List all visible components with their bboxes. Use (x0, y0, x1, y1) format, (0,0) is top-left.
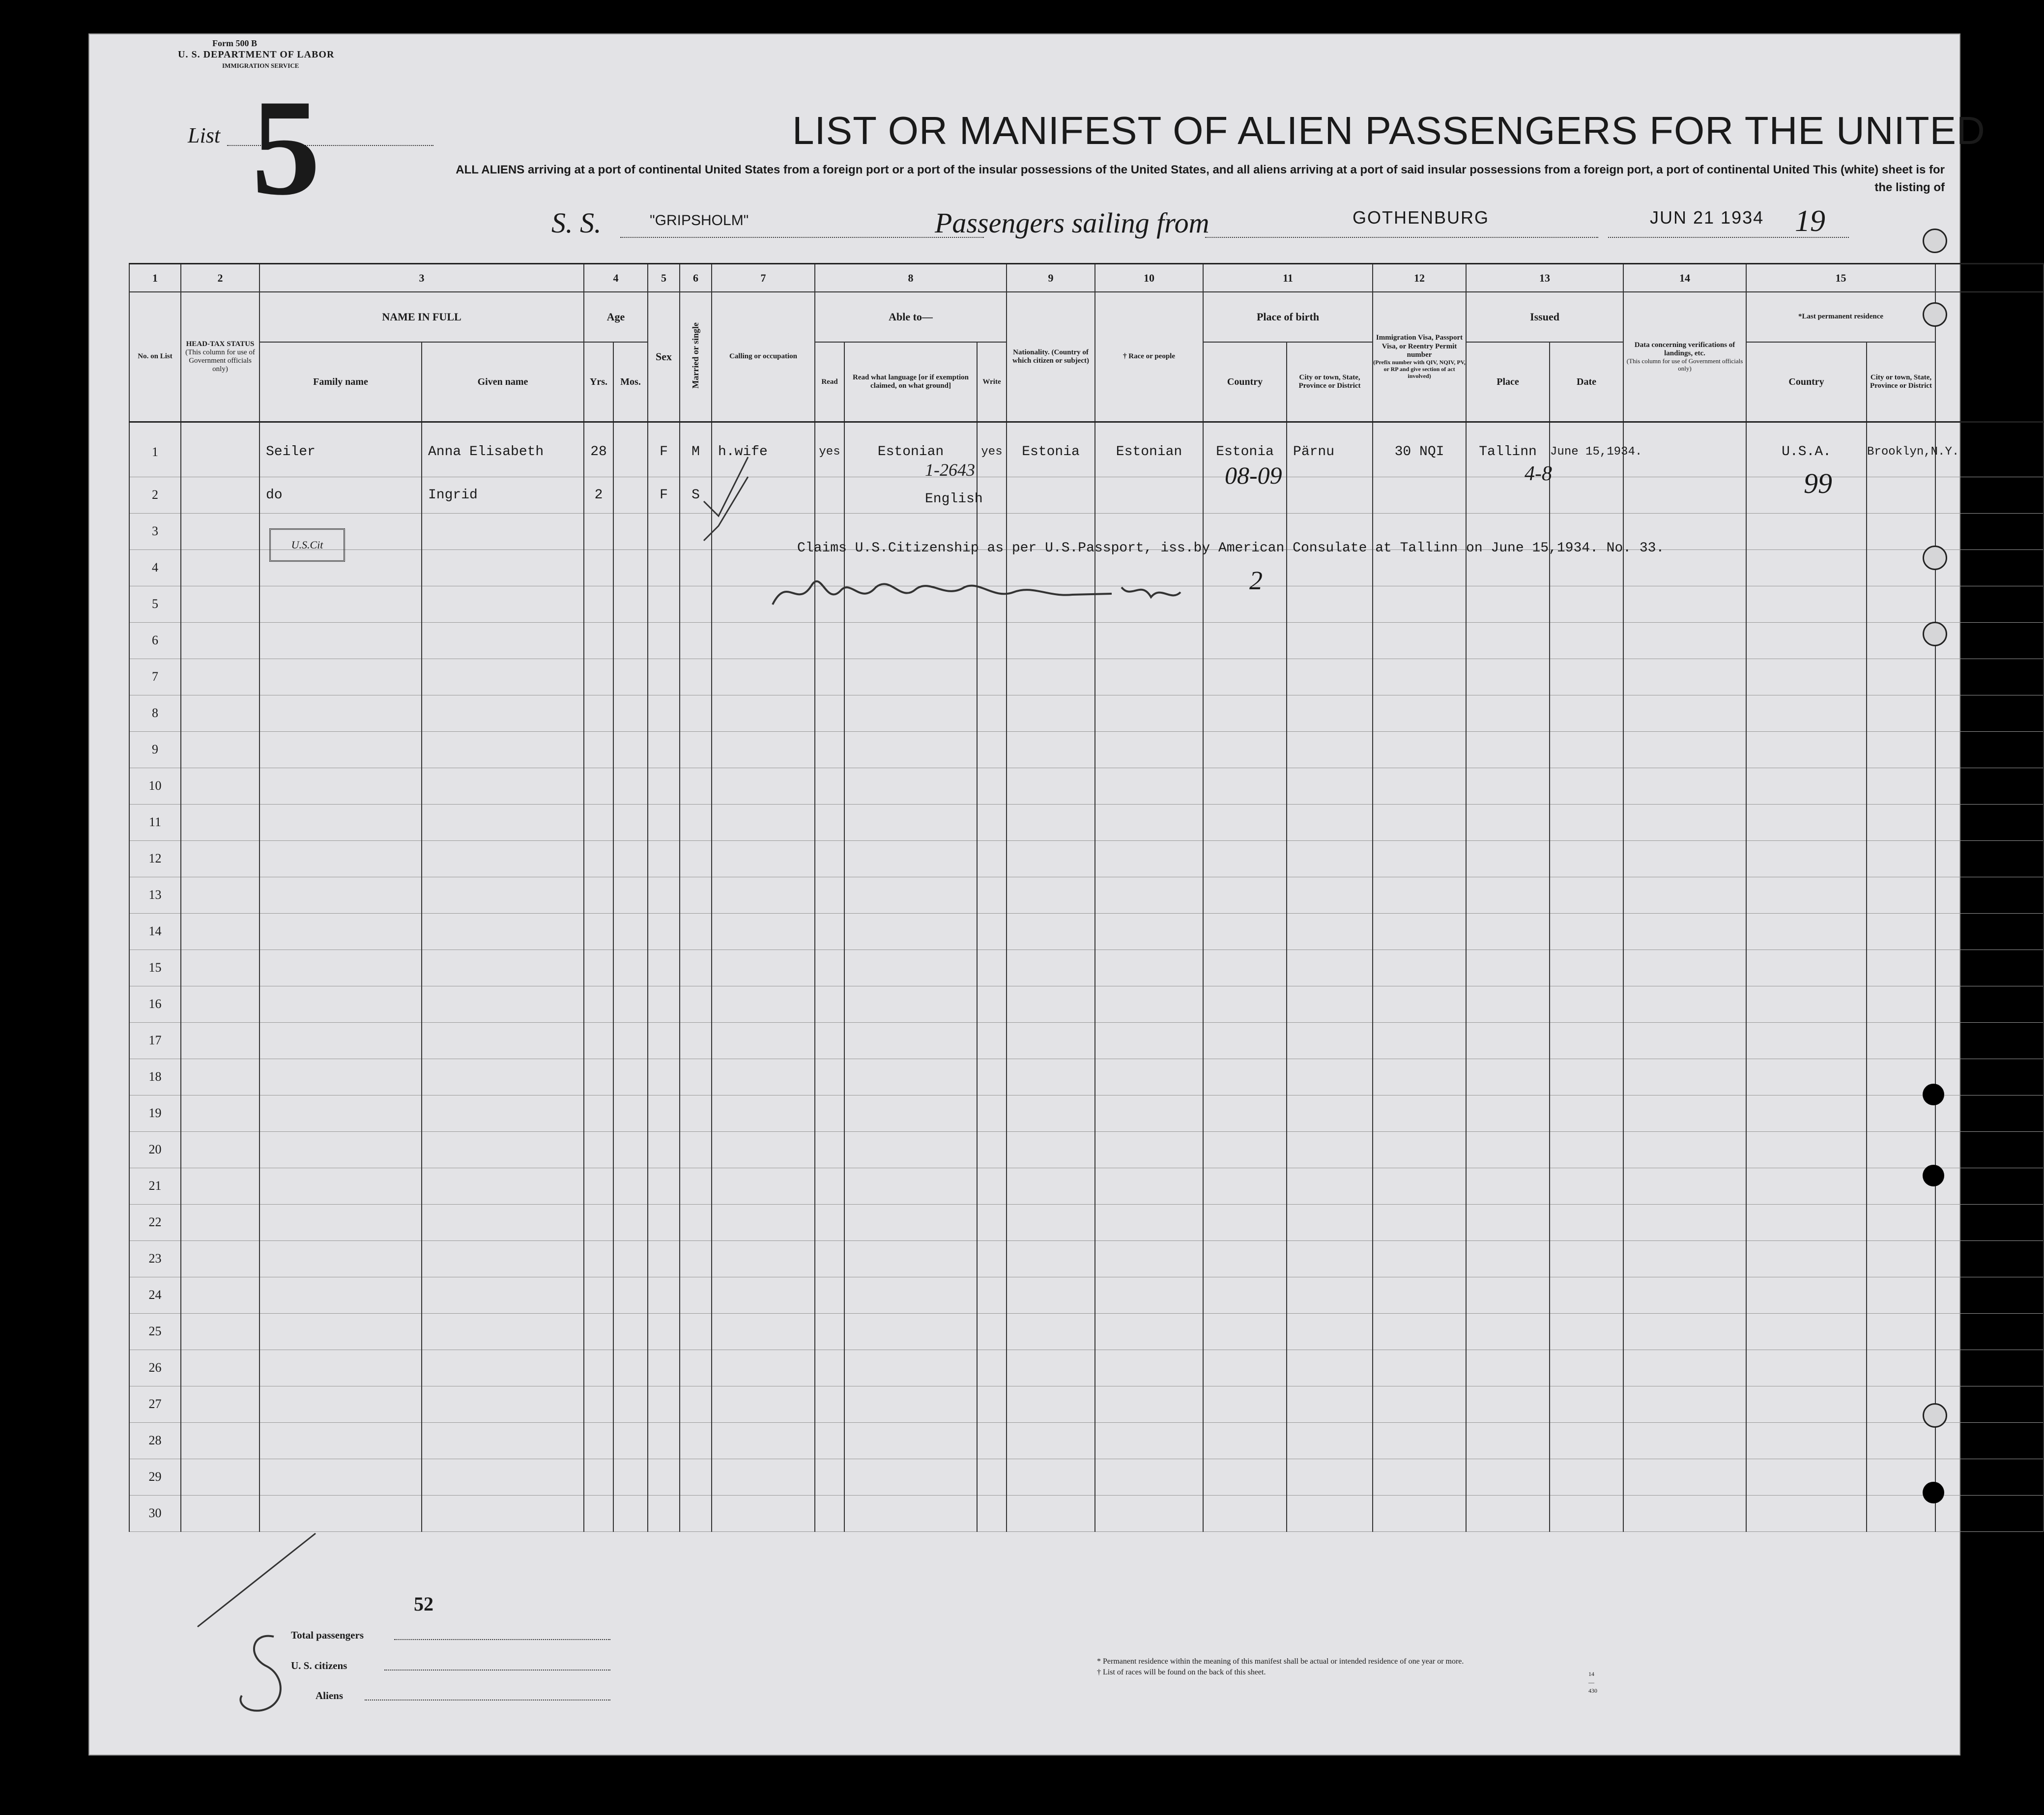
table-row (129, 731, 2044, 768)
birth-country-cell: Estonia (1203, 428, 1287, 477)
row-number: 13 (129, 877, 181, 913)
list-number: 5 (252, 71, 320, 224)
hdr-write: Write (977, 342, 1007, 422)
given-name-cell: Ingrid (422, 477, 584, 513)
row-number: 14 (129, 913, 181, 950)
hdr-visa-note: (Prefix number with QIV, NQIV, PV, or RP and give section of act involved) (1373, 359, 1466, 379)
language-annotation: 1-2643 (925, 460, 975, 480)
table-row (129, 877, 2044, 913)
family-name-cell: do (259, 477, 422, 513)
head-tax-stamp: U.S.Cit (269, 528, 345, 562)
table-row (129, 913, 2044, 950)
row-number: 27 (129, 1386, 181, 1422)
table-row (129, 1350, 2044, 1386)
issued-place-cell: Tallinn (1466, 428, 1550, 477)
port-line (1205, 237, 1598, 238)
hdr-married-text: Married or single (691, 322, 700, 389)
yrs-cell: 28 (584, 428, 613, 477)
table-row (129, 1495, 2044, 1531)
head-tax-cell (181, 477, 259, 513)
citizenship-remark: Claims U.S.Citizenship as per U.S.Passport, iss.by American Consulate at Tallinn on June 15,1934. No. 33. (797, 541, 1665, 556)
row-number: 23 (129, 1240, 181, 1277)
hdr-head-tax-note: (This column for use of Government officials only) (185, 348, 255, 374)
hdr-able-to: Able to— (815, 292, 1007, 342)
issued-date-cell: June 15,1934. (1550, 428, 1623, 477)
birth-annotation: 08-09 (1225, 461, 1282, 489)
col-num-15: 15 (1746, 264, 1935, 292)
table-row (129, 428, 2044, 477)
row-number: 18 (129, 1059, 181, 1095)
table-row (129, 1022, 2044, 1059)
sex-cell: F (648, 477, 680, 513)
table-row (129, 1204, 2044, 1240)
married-cell: M (680, 428, 712, 477)
form-reference: 14—430 (1588, 1671, 1597, 1694)
table-row (129, 1422, 2044, 1459)
punch-hole (1923, 1084, 1944, 1105)
col-num-6: 6 (680, 264, 712, 292)
handwritten-signature (768, 565, 1210, 624)
hdr-read-lang: Read what language [or if exemption claimed, on what ground] (844, 342, 977, 422)
sex-cell: F (648, 428, 680, 477)
read-lang-cell: Estonian (844, 428, 977, 477)
table-row (129, 840, 2044, 877)
table-row (129, 1459, 2044, 1495)
hdr-sex: Sex (648, 292, 680, 422)
col-margin (1935, 264, 2044, 292)
col-num-10: 10 (1095, 264, 1203, 292)
hdr-read: Read (815, 342, 844, 422)
col-num-9: 9 (1007, 264, 1095, 292)
hdr-age: Age (584, 292, 648, 342)
table-row (129, 659, 2044, 695)
calling-cell: h.wife (712, 428, 815, 477)
row-number: 22 (129, 1204, 181, 1240)
table-row (129, 1240, 2044, 1277)
hdr-res-city: City or town, State, Province or District (1867, 342, 1935, 422)
col-num-8: 8 (815, 264, 1007, 292)
table-row (129, 1386, 2044, 1422)
total-passengers-label: Total passengers (291, 1629, 364, 1641)
res-country-cell: U.S.A. (1746, 428, 1867, 477)
given-name-cell: Anna Elisabeth (422, 428, 584, 477)
department: U. S. DEPARTMENT OF LABOR (178, 49, 335, 60)
language-english: English (925, 491, 983, 507)
port-of-departure: GOTHENBURG (1353, 207, 1490, 228)
row-number: 28 (129, 1422, 181, 1459)
col-num-13: 13 (1466, 264, 1623, 292)
visa-annotation: 4-8 (1525, 462, 1552, 485)
punch-hole (1923, 1403, 1947, 1428)
hdr-last-res: *Last permanent residence (1746, 292, 1935, 342)
punch-hole (1923, 302, 1947, 327)
row-number: 1 (129, 428, 181, 477)
table-row (129, 1131, 2044, 1168)
ss-label: S. S. (551, 207, 602, 239)
table-row (129, 1313, 2044, 1350)
table-row (129, 477, 2044, 513)
hdr-calling: Calling or occupation (712, 292, 815, 422)
age-annotation: 2 (1249, 566, 1263, 595)
hdr-data-verif-title: Data concerning verifications of landings, etc. (1634, 341, 1735, 358)
col-num-12: 12 (1373, 264, 1466, 292)
service: IMMIGRATION SERVICE (222, 62, 299, 69)
read-cell: yes (815, 428, 844, 477)
table-row (129, 1168, 2044, 1204)
col-num-1: 1 (129, 264, 181, 292)
page-title: LIST OR MANIFEST OF ALIEN PASSENGERS FOR THE UNITED (792, 109, 1986, 152)
hdr-given-name: Given name (422, 342, 584, 422)
ship-name: "GRIPSHOLM" (650, 212, 749, 229)
row-number: 6 (129, 622, 181, 659)
table-row (129, 695, 2044, 731)
hdr-data-verif-note: (This column for use of Government officials only) (1626, 357, 1743, 373)
row-number: 24 (129, 1277, 181, 1313)
hdr-birth-country: Country (1203, 342, 1287, 422)
hdr-name-in-full: NAME IN FULL (259, 292, 584, 342)
form-number: Form 500 B (212, 38, 257, 48)
aliens-label: Aliens (316, 1690, 344, 1701)
table-row (129, 1095, 2044, 1131)
col-num-11: 11 (1203, 264, 1373, 292)
punch-hole (1923, 546, 1947, 570)
punch-hole (1923, 229, 1947, 253)
ship-line (620, 237, 984, 238)
head-tax-cell (181, 428, 259, 477)
footnote-residence: * Permanent residence within the meaning of this manifest shall be actual or intended residence of one year or more. (1097, 1657, 1464, 1666)
row-number: 15 (129, 950, 181, 986)
year-prefix: 19 (1795, 204, 1825, 238)
row-number: 8 (129, 695, 181, 731)
sailing-date: JUN 21 1934 (1650, 207, 1764, 228)
row-number: 4 (129, 549, 181, 586)
hdr-issued-place: Place (1466, 342, 1550, 422)
row-number: 11 (129, 804, 181, 840)
us-citizens-label: U. S. citizens (291, 1660, 347, 1671)
manifest-table (129, 263, 2044, 1532)
row-number: 19 (129, 1095, 181, 1131)
tick-marks (699, 447, 758, 555)
row-number: 5 (129, 586, 181, 622)
row-number: 16 (129, 986, 181, 1022)
row-number: 10 (129, 768, 181, 804)
row-number: 3 (129, 513, 181, 549)
row-number: 17 (129, 1022, 181, 1059)
visa-cell: 30 NQI (1373, 428, 1466, 477)
hdr-issued: Issued (1466, 292, 1623, 342)
col-num-14: 14 (1623, 264, 1746, 292)
mos-cell (613, 428, 648, 477)
row-number: 25 (129, 1313, 181, 1350)
punch-hole (1923, 1165, 1944, 1186)
nationality-cell: Estonia (1007, 428, 1095, 477)
family-name-cell: Seiler (259, 428, 422, 477)
punch-hole (1923, 622, 1947, 646)
yrs-cell: 2 (584, 477, 613, 513)
race-cell: Estonian (1095, 428, 1203, 477)
punch-hole (1923, 1482, 1944, 1503)
total-passengers-line (394, 1639, 610, 1640)
hdr-head-tax (181, 292, 259, 422)
hdr-family-name: Family name (259, 342, 422, 422)
birth-city-cell: Pärnu (1287, 428, 1373, 477)
hdr-place-of-birth: Place of birth (1203, 292, 1373, 342)
hdr-married (680, 292, 712, 422)
us-citizens-line (384, 1670, 610, 1671)
table-row (129, 1059, 2044, 1095)
row-number: 26 (129, 1350, 181, 1386)
list-label: List (188, 123, 221, 147)
hdr-margin (1935, 292, 2044, 422)
hdr-res-country: Country (1746, 342, 1867, 422)
table-row (129, 950, 2044, 986)
hdr-data-verif (1623, 292, 1746, 422)
row-number: 2 (129, 477, 181, 513)
footnotes (1097, 1656, 1597, 1694)
write-cell: yes (977, 428, 1007, 477)
col-num-3: 3 (259, 264, 584, 292)
hdr-yrs: Yrs. (584, 342, 613, 422)
hdr-mos: Mos. (613, 342, 648, 422)
residence-annotation: 99 (1804, 467, 1832, 499)
row-number: 7 (129, 659, 181, 695)
married-cell: S (680, 477, 712, 513)
hdr-birth-city: City or town, State, Province or District (1287, 342, 1373, 422)
row-number: 30 (129, 1495, 181, 1531)
mos-cell (613, 477, 648, 513)
table-row (129, 622, 2044, 659)
col-num-7: 7 (712, 264, 815, 292)
pencil-marks (188, 1509, 384, 1715)
row-number: 9 (129, 731, 181, 768)
col-num-4: 4 (584, 264, 648, 292)
hdr-issued-date: Date (1550, 342, 1623, 422)
page-count: 52 (414, 1593, 433, 1615)
table-row (129, 804, 2044, 840)
hdr-visa (1373, 292, 1466, 422)
page-subtitle: ALL ALIENS arriving at a port of continental United States from a foreign port or a port of the insular possessions of the United States, and all aliens arriving at a port of said insular possessions from a foreign port, a port of continental United This (white) sheet is for the listing of (456, 163, 1945, 194)
table-row (129, 768, 2044, 804)
hdr-race: † Race or people (1095, 292, 1203, 422)
footnote-races: † List of races will be found on the back of this sheet. (1097, 1668, 1266, 1677)
table-row (129, 986, 2044, 1022)
row-number: 12 (129, 840, 181, 877)
table-row (129, 1277, 2044, 1313)
col-num-5: 5 (648, 264, 680, 292)
hdr-nationality: Nationality. (Country of which citizen or subject) (1007, 292, 1095, 422)
hdr-no-on-list: No. on List (129, 292, 181, 422)
row-number: 20 (129, 1131, 181, 1168)
sailing-label: Passengers sailing from (935, 207, 1209, 239)
row-number: 21 (129, 1168, 181, 1204)
hdr-head-tax-title: HEAD-TAX STATUS (186, 340, 255, 348)
manifest-sheet (88, 33, 1986, 1756)
col-num-2: 2 (181, 264, 259, 292)
res-city-cell: Brooklyn,N.Y. (1867, 428, 1935, 477)
hdr-visa-title: Immigration Visa, Passport Visa, or Reentry Permit number (1376, 334, 1463, 359)
row-number: 29 (129, 1459, 181, 1495)
